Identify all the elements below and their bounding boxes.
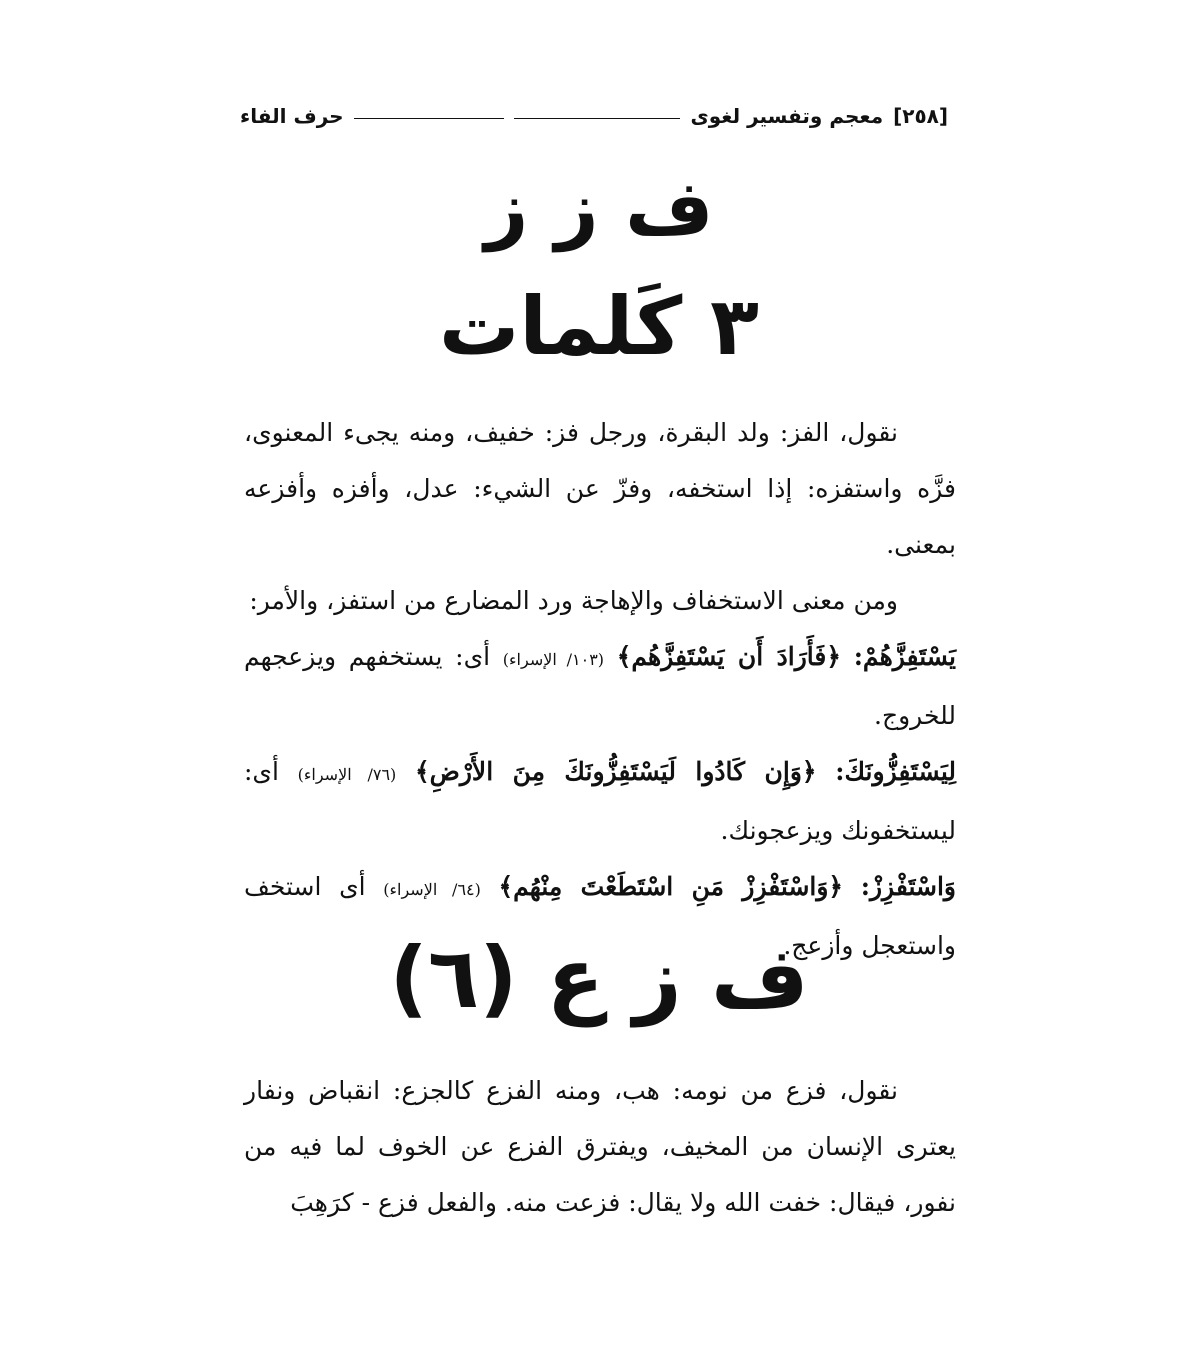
header-rule	[514, 118, 681, 119]
entry-meaning: أى: يستخفهم ويزعجهم للخروج.	[244, 642, 956, 730]
quran-verse: ﴿وَاسْتَفْزِزْ مَنِ اسْتَطَعْتَ مِنْهُم﴾	[498, 872, 844, 901]
entry-body	[244, 1063, 956, 1231]
entry-meaning: أى: ليستخفونك ويزعجونك.	[244, 757, 956, 845]
verse-reference: (٧٦/ الإسراء)	[297, 765, 397, 784]
entry-word: لِيَسْتَفِزُّونَكَ:	[835, 757, 957, 786]
running-header	[240, 98, 948, 134]
book-title: معجم وتفسير لغوى	[690, 104, 884, 128]
word-entry	[244, 744, 956, 859]
derivation-paragraph: ومن معنى الاستخفاف والإهاجة ورد المضارع من استفز، والأمر:	[249, 586, 898, 615]
entry-word: يَسْتَفِزَّهُمْ:	[853, 642, 956, 671]
root-heading: ف ز ز	[484, 163, 714, 252]
chapter-title: حرف الفاء	[240, 104, 344, 128]
quran-verse: ﴿فَأَرَادَ أَن يَسْتَفِزَّهُم﴾	[616, 642, 842, 671]
word-entry	[244, 629, 956, 744]
word-count-heading: ٣ كَلمات	[439, 280, 759, 373]
quran-verse: ﴿وَإِن كَادُوا لَيَسْتَفِزُّونَكَ مِنَ الأَرْضِ﴾	[414, 757, 817, 786]
root-heading: ف ز ع (٦)	[389, 929, 809, 1027]
verse-reference: (٦٤/ الإسراء)	[383, 880, 481, 899]
page-number: [٢٥٨]	[893, 104, 948, 128]
entry-meaning: أى استخف واستعجل وأزعج.	[244, 872, 956, 960]
header-rule-short	[354, 118, 504, 119]
intro-paragraph: نقول، الفز: ولد البقرة، ورجل فز: خفيف، ومنه يجىء المعنوى، فزَّه واستفزه: إذا استخفه، وفزّ عن الشيء: عدل، وأفزه وأفزعه بمعنى.	[244, 418, 956, 559]
entry-body	[244, 405, 956, 974]
verse-reference: (١٠٣/ الإسراء)	[502, 650, 605, 669]
entry-word: وَاسْتَفْزِزْ:	[860, 872, 956, 901]
intro-paragraph: نقول، فزع من نومه: هب، ومنه الفزع كالجزع: انقباض ونفار يعترى الإنسان من المخيف، ويفترق الفزع عن الخوف لما فيه من نفور، فيقال: خفت الله ولا يقال: فزعت منه. والفعل فزع - كرَهِبَ	[244, 1076, 957, 1217]
